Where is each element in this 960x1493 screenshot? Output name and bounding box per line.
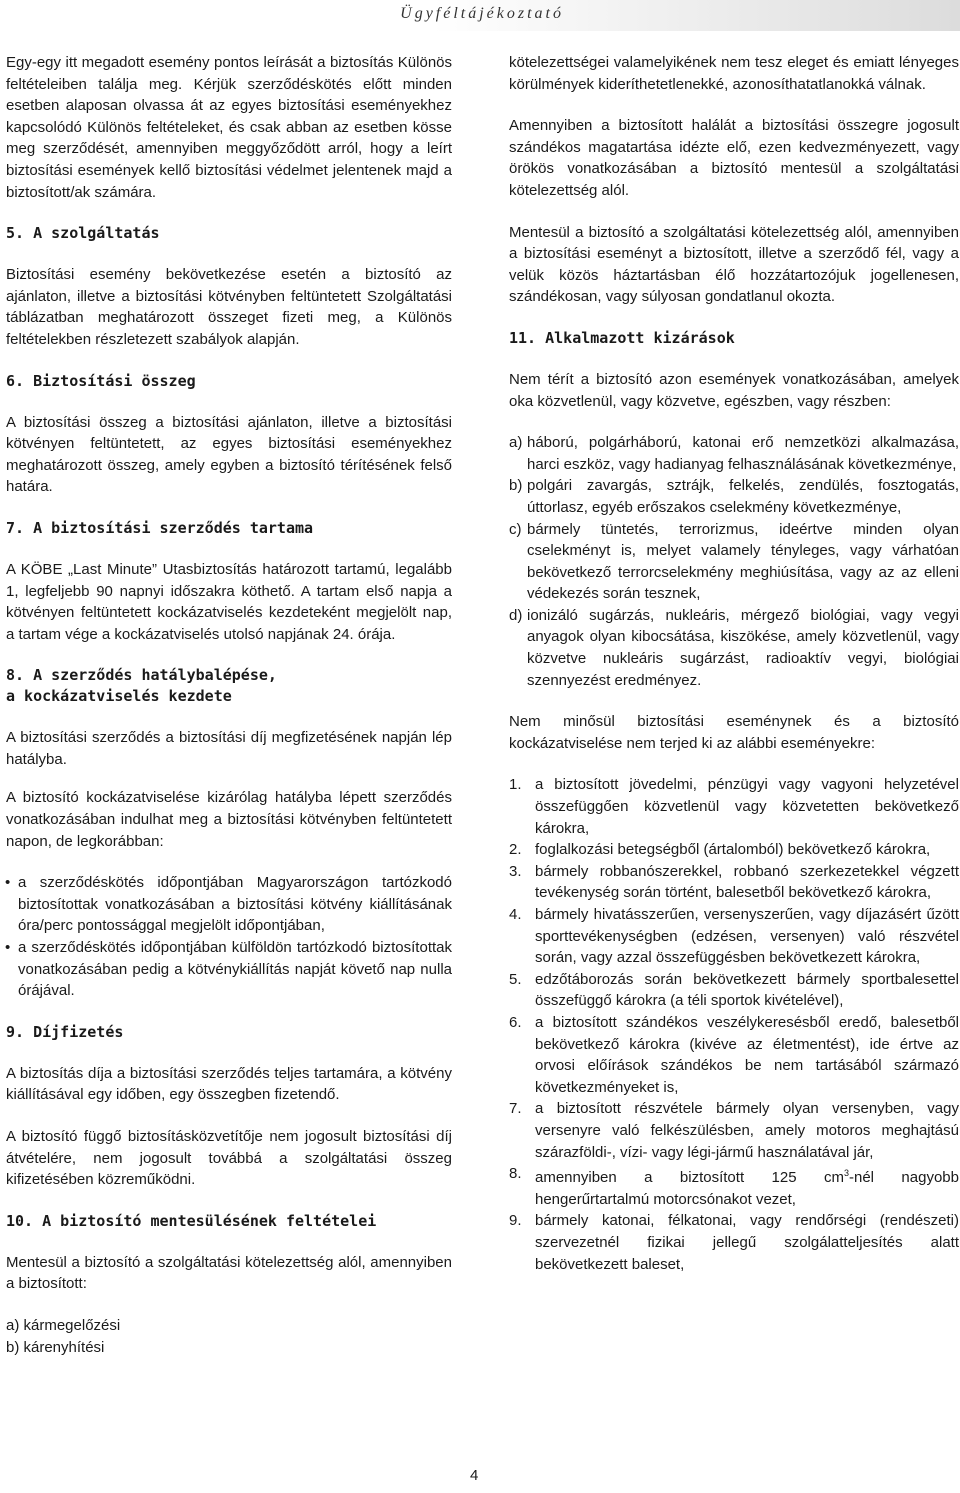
section-9-paragraph-1: A biztosítás díja a biztosítási szerződés teljes tartamára, a kötvény kiállításával egy időben, egy összegben fizetendő.: [6, 1064, 452, 1104]
superscript: 3: [843, 1168, 849, 1179]
list-item: [509, 969, 959, 1012]
list-item: [509, 1098, 959, 1163]
bullet-mark: •: [5, 874, 11, 892]
list-item-text: bármely robbanószerekkel, robbanó szerkezetekkel végzett tevékenység során történt, balesetből bekövetkező károkra,: [535, 862, 959, 902]
list-mark: 5.: [509, 970, 522, 988]
list-item: [509, 475, 959, 518]
list-mark: 2.: [509, 841, 522, 859]
list-mark: 3.: [509, 862, 522, 880]
section-8-paragraph-2: A biztosító kockázatviselése kizárólag hatályba lépett szerződés vonatkozásában indulhat meg a biztosítási kötvényben feltüntetett napon, de legkorábban:: [6, 789, 452, 850]
section-8-title-line1: 8. A szerződés hatálybalépése,: [6, 666, 277, 685]
list-item-text: foglalkozási betegségből (ártalomból) bekövetkező károkra,: [535, 841, 931, 859]
paragraph: Mentesül a biztosító a szolgáltatási kötelezettség alól, amennyiben a biztosítási eseményt a biztosított, illetve a szerződő fél, vagy a velük közös háztartásban élő hozzátartozójuk jogellenesen, szándékosan, vagy súlyosan gondatlanul okozta.: [509, 223, 959, 306]
list-mark: a): [509, 434, 523, 452]
list-item-text: bármely hivatásszerűen, versenyszerűen, vagy díjazásért űzött sporttevékenységben (edzésen, versenyen) való részvétel során, vagy azzal összefüggésben bekövetkezett károkra,: [535, 906, 959, 967]
list-item: [509, 861, 959, 904]
list-mark: b): [509, 477, 523, 495]
section-11-paragraph-1: Nem térít a biztosító azon események vonatkozásában, amelyek oka közvetlenül, vagy közvetve, egészben, vagy részben:: [509, 370, 959, 410]
list-item-text: a biztosított szándékos veszélykeresésből eredő, balesetből bekövetkező károkra (kivéve az életmentést), ide értve az orvosi előírások szándékos be nem tartásából származó következményeket is,: [535, 1013, 959, 1096]
right-column: [509, 52, 959, 1275]
list-item-text: háború, polgárháború, katonai erő nemzetközi alkalmazása, harci eszköz, vagy hadianyag felhasználásának következménye,: [527, 434, 959, 473]
list-item-text: a biztosított részvétele bármely olyan versenyben, vagy versenyre való felkészülésben, amely motoros meghajtású szárazföldi-, vízi- vagy légi-jármű használatával jár,: [535, 1100, 959, 1161]
section-5-title: 5. A szolgáltatás: [6, 224, 160, 243]
list-item: [509, 519, 959, 605]
list-item: [509, 605, 959, 691]
list-item: [509, 432, 959, 475]
page-number: 4: [470, 1467, 479, 1484]
list-item: [509, 1163, 959, 1210]
list-mark: 8.: [509, 1165, 522, 1183]
list-item: [6, 937, 452, 1002]
section-9-title: 9. Díjfizetés: [6, 1022, 124, 1041]
list-mark: 6.: [509, 1013, 522, 1031]
list-item-text: edzőtáborozás során bekövetkezett bármely sportbalesettel összefüggő károkra (a téli sportok kivételével),: [535, 970, 959, 1010]
section-11-paragraph-2: Nem minősül biztosítási eseménynek és a biztosító kockázatviselése nem terjed ki az alábbi eseményekre:: [509, 713, 959, 752]
section-7-paragraph: A KÖBE „Last Minute” Utasbiztosítás határozott tartamú, legalább 1, legfeljebb 90 napnyi időszakra köthető. A tartam első napja a kötvényen feltüntetett kockázatviselés kezdeteként megjelölt nap, a tartam vége a kockázatviselés utolsó napjának 24. órája.: [6, 560, 452, 643]
section-6-paragraph: A biztosítási összeg a biztosítási ajánlaton, illetve a biztosítási kötvényen feltüntetett, az egyes biztosítási eseményekhez meghatározott összeg, amely egyben a biztosító térítésének felső határa.: [6, 413, 452, 496]
list-mark: 7.: [509, 1100, 522, 1118]
bullet-mark: •: [5, 939, 11, 957]
section-8-paragraph-1: A biztosítási szerződés a biztosítási díj megfizetésének napján lép hatályba.: [6, 729, 452, 768]
paragraph: Amennyiben a biztosított halálát a biztosítási összegre jogosult szándékos magatartása idézte elő, ezen kedvezményezett, vagy örökös vonatkozásában a biztosító mentesül a szolgáltatási kötelezettség alól.: [509, 117, 959, 199]
section-6-title: 6. Biztosítási összeg: [6, 371, 196, 390]
list-item-text: ionizáló sugárzás, nukleáris, mérgező biológiai, vagy vegyi anyagok olyan kibocsátása, kiszökése, amely közvetlenül, vagy közvetve nukleáris sugárzást, radioaktív vegyi, biológiai szennyezést eredményez.: [527, 606, 959, 689]
list-mark: 9.: [509, 1212, 522, 1230]
list-mark: d): [509, 606, 523, 624]
section-7-title: 7. A biztosítási szerződés tartama: [6, 518, 314, 537]
left-column: [6, 52, 452, 1358]
continued-paragraph: kötelezettségei valamelyikének nem tesz eleget és emiatt lényeges körülmények kideríthetetlenekké, azonosíthatatlanokká válnak.: [509, 54, 959, 93]
section-10-title: 10. A biztosító mentesülésének feltételei: [6, 1211, 377, 1230]
list-item-text-b: -nél nagyobb hengerűrtartalmú motorcsónakot vezet,: [535, 1169, 959, 1208]
list-item-text: a szerződéskötés időpontjában Magyarországon tartózkodó biztosítottak vonatkozásában a biztosítási kötvény kiállításának óra/perc pontossággal megjelölt időpontjában,: [18, 874, 452, 935]
section-5-paragraph: Biztosítási esemény bekövetkezése esetén a biztosító az ajánlaton, illetve a biztosítási kötvényben feltüntetett Szolgáltatási táblázatban meghatározott összeget fizeti meg, a Különös feltételekben részletezett szabályok alapján.: [6, 266, 452, 348]
list-item-text: a biztosított jövedelmi, pénzügyi vagy vagyoni helyzetével összefüggően közvetlenül vagy közvetetten bekövetkező károkra,: [535, 776, 959, 837]
list-item: b) kárenyhítési: [6, 1338, 105, 1356]
list-mark: c): [509, 520, 522, 538]
list-item: [509, 774, 959, 839]
list-item: [509, 839, 959, 861]
list-item-text-a: amennyiben a biztosított 125 cm: [535, 1169, 844, 1187]
list-item: [509, 904, 959, 969]
header-title: Ügyféltájékoztató: [400, 5, 564, 22]
section-10-paragraph: Mentesül a biztosító a szolgáltatási kötelezettség alól, amennyiben a biztosított:: [6, 1253, 452, 1293]
list-item-text: a szerződéskötés időpontjában külföldön tartózkodó biztosítottak vonatkozásában pedig a kötvénykiállítás napját követő nap nulla órájával.: [18, 939, 452, 1000]
intro-paragraph: Egy-egy itt megadott esemény pontos leírását a biztosítás Különös feltételeiben találja meg. Kérjük szerződéskötés előtt minden esetben alaposan olvassa át az egyes biztosítási eseményekhez kapcsolódó Különös feltételeket, és csak abban az esetben kösse meg szerződését, amennyiben meggyőződött arról, hogy a leírt biztosítási események kellő biztosítási védelmet jelentenek majd a biztosított/ak számára.: [6, 54, 452, 201]
list-item: [6, 872, 452, 937]
list-item: [509, 1012, 959, 1098]
list-item-text: polgári zavargás, sztrájk, felkelés, zendülés, fosztogatás, úttorlasz, egyéb erőszakos cselekmény következménye,: [527, 477, 959, 516]
list-mark: 1.: [509, 776, 522, 794]
list-mark: 4.: [509, 906, 522, 923]
list-item-text: bármely tüntetés, terrorizmus, ideértve minden olyan cselekményt is, melyet valamely tényleges, vagy várhatóan bekövetkező terrorcselekmény meghiúsítása, vagy az az elleni védekezés során tesznek,: [527, 520, 959, 603]
section-11-title: 11. Alkalmazott kizárások: [509, 328, 735, 347]
list-item-text: bármely katonai, félkatonai, vagy rendőrségi (rendészeti) szervezetnél fizikai jellegű szolgálatteljesítés alatt bekövetkezett baleset,: [535, 1212, 959, 1273]
section-8-title-line2: a kockázatviselés kezdete: [6, 687, 232, 706]
list-item: a) kármegelőzési: [6, 1316, 121, 1334]
list-item: [509, 1210, 959, 1275]
section-9-paragraph-2: A biztosító függő biztosításközvetítője nem jogosult biztosítási díj átvételére, nem jogosult továbbá a szolgáltatási összeg kifizetésében közreműködni.: [6, 1128, 452, 1189]
